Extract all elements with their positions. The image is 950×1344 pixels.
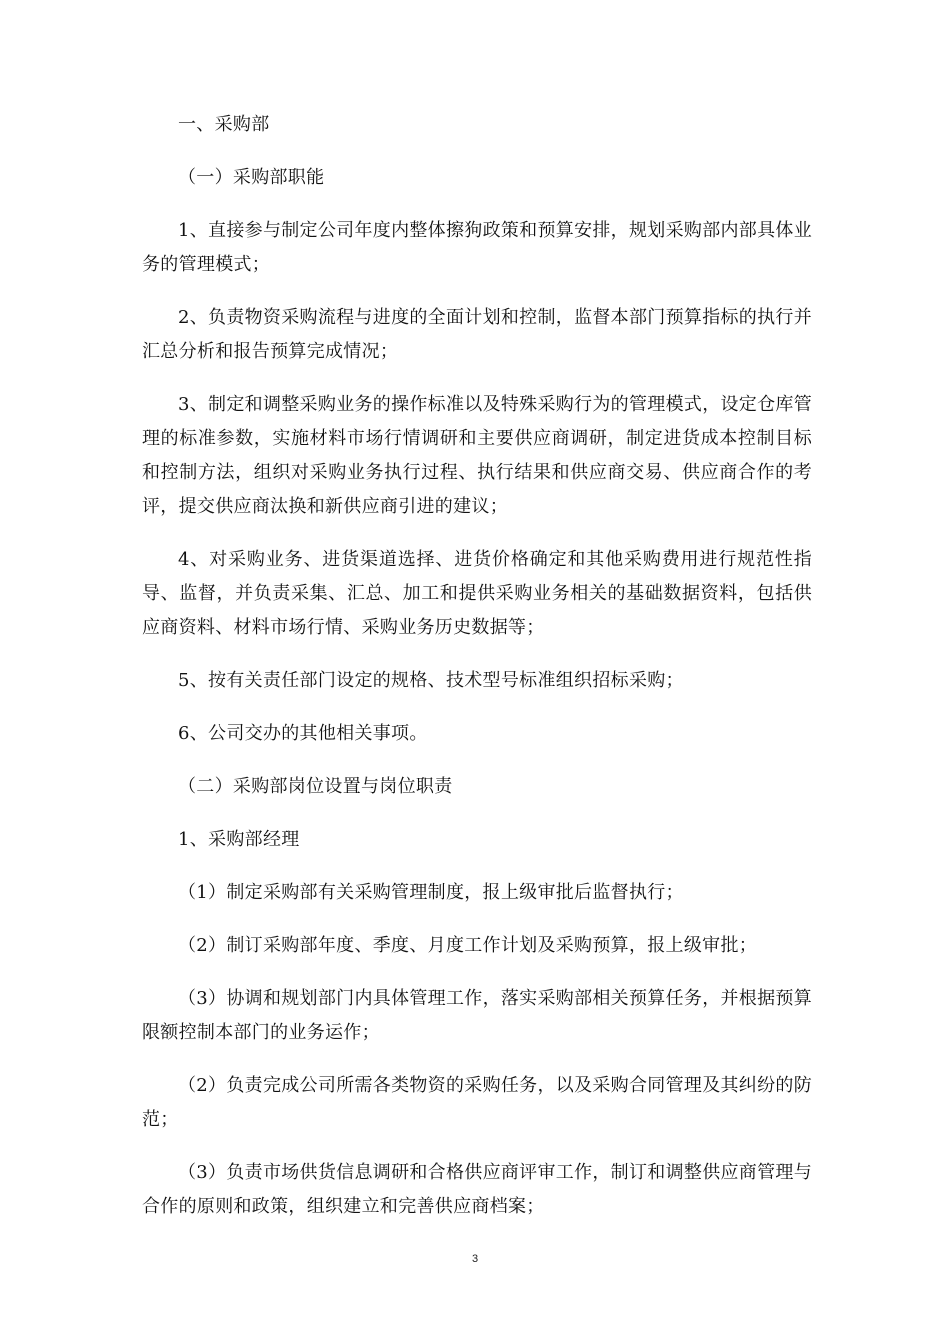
subsection-heading-functions: （一）采购部职能 — [178, 167, 325, 188]
manager-duty-4: （2）负责完成公司所需各类物资的采购任务，以及采购合同管理及其纠纷的防范； — [142, 1075, 812, 1130]
function-item-4: 4、对采购业务、进货渠道选择、进货价格确定和其他采购费用进行规范性指导、监督，并负责采集、汇总、加工和提供采购业务相关的基础数据资料，包括供应商资料、材料市场行情、采购业务历史数据等； — [142, 549, 812, 638]
function-item-3: 3、制定和调整采购业务的操作标准以及特殊采购行为的管理模式，设定仓库管理的标准参数，实施材料市场行情调研和主要供应商调研，制定进货成本控制目标和控制方法，组织对采购业务执行过程、执行结果和供应商交易、供应商合作的考评，提交供应商汰换和新供应商引进的建议； — [142, 394, 812, 517]
manager-duty-3: （3）协调和规划部门内具体管理工作，落实采购部相关预算任务，并根据预算限额控制本部门的业务运作； — [142, 988, 812, 1043]
section-heading-purchasing-dept: 一、采购部 — [178, 114, 270, 135]
manager-duty-1: （1）制定采购部有关采购管理制度，报上级审批后监督执行； — [178, 882, 684, 903]
function-item-2: 2、负责物资采购流程与进度的全面计划和控制，监督本部门预算指标的执行并汇总分析和报告预算完成情况； — [142, 307, 812, 362]
manager-duty-2: （2）制订采购部年度、季度、月度工作计划及采购预算，报上级审批； — [178, 935, 758, 956]
page-number: 3 — [471, 1253, 479, 1265]
document-body — [142, 108, 812, 1243]
function-item-6: 6、公司交办的其他相关事项。 — [178, 723, 428, 744]
subsection-heading-positions: （二）采购部岗位设置与岗位职责 — [178, 776, 453, 797]
manager-duty-5: （3）负责市场供货信息调研和合格供应商评审工作，制订和调整供应商管理与合作的原则和政策，组织建立和完善供应商档案； — [142, 1162, 812, 1217]
position-heading-manager: 1、采购部经理 — [178, 829, 300, 850]
function-item-1: 1、直接参与制定公司年度内整体擦狗政策和预算安排，规划采购部内部具体业务的管理模式； — [142, 220, 812, 275]
function-item-5: 5、按有关责任部门设定的规格、技术型号标准组织招标采购； — [178, 670, 684, 691]
